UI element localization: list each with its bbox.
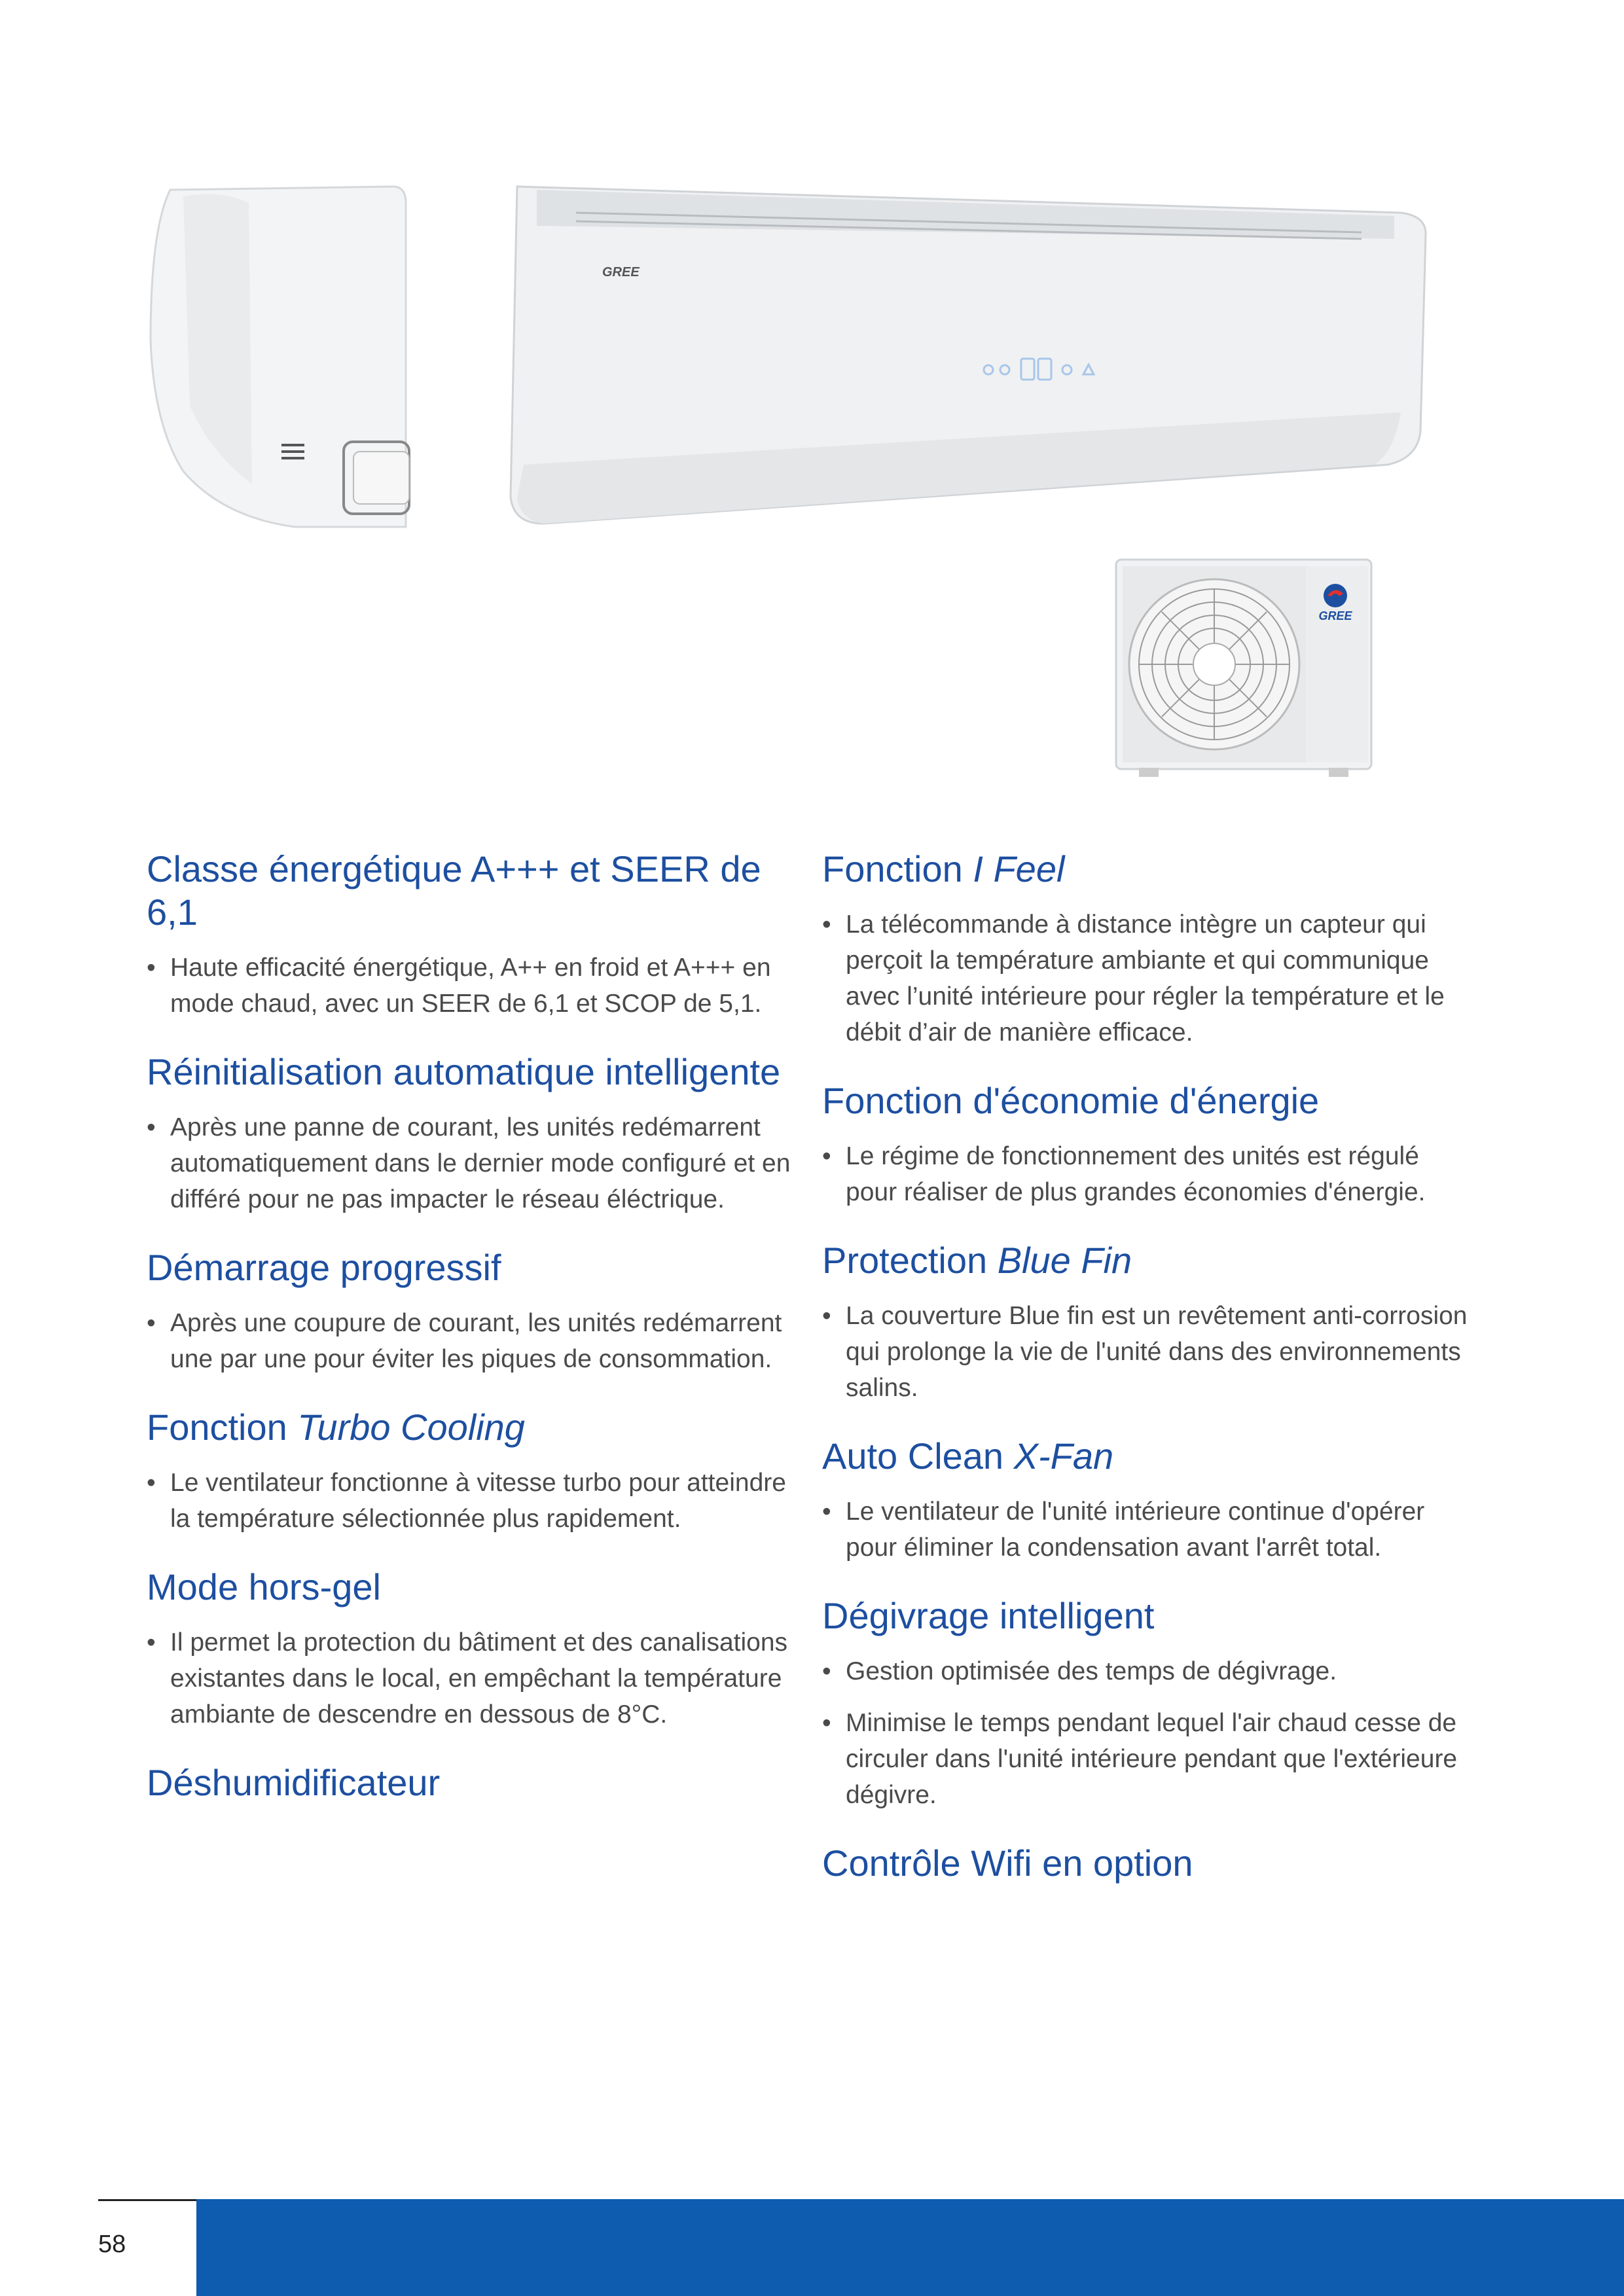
feature-heading-text: Réinitialisation automatique intelligente [147,1051,781,1092]
feature-heading [822,1594,1477,1638]
feature-bullet-list [822,1653,1477,1813]
feature-bullet: • La couverture Blue fin est un revêtement anti-corrosion qui prolonge la vie de l'unité dans des environnements salins. [822,1298,1477,1406]
feature-section [822,1239,1477,1406]
page-number: 58 [98,2231,126,2258]
feature-bullet-list [147,1465,801,1537]
left-feature-column [147,848,801,1833]
feature-section [147,848,801,1022]
feature-bullet-list [147,1624,801,1732]
feature-bullet: • Haute efficacité énergétique, A++ en froid et A+++ en mode chaud, avec un SEER de 6,1 et SCOP de 5,1. [147,950,801,1022]
feature-heading-text: Protection [822,1240,998,1281]
feature-bullet-list [822,1138,1477,1210]
feature-heading-italic: X-Fan [1013,1435,1114,1477]
feature-bullet: • La télécommande à distance intègre un capteur qui perçoit la température ambiante et qui communique avec l’unité intérieure pour régler la température et le débit d’air de manière efficace. [822,906,1477,1050]
feature-bullet-list [822,1494,1477,1566]
feature-heading [822,1079,1477,1122]
feature-section [822,1079,1477,1210]
indoor-unit-side-image [144,177,419,537]
feature-section [147,1566,801,1732]
feature-bullet-list [147,950,801,1022]
feature-section [147,1246,801,1377]
feature-bullet-list [147,1305,801,1377]
feature-bullet: • Après une panne de courant, les unités redémarrent automatiquement dans le dernier mode configuré et en différé pour ne pas impacter le réseau éléctrique. [147,1109,801,1217]
right-feature-column [822,848,1477,1914]
feature-heading-text: Déshumidificateur [147,1762,441,1803]
feature-section [822,848,1477,1050]
feature-heading [822,1842,1477,1885]
indoor-brand-logo: GREE [602,265,640,279]
feature-heading [147,1246,801,1289]
feature-bullet: • Le régime de fonctionnement des unités est régulé pour réaliser de plus grandes économies d'énergie. [822,1138,1477,1210]
feature-heading-text: Fonction d'économie d'énergie [822,1080,1320,1121]
feature-bullet: • Après une coupure de courant, les unités redémarrent une par une pour éviter les piques de consommation. [147,1305,801,1377]
feature-heading [147,1406,801,1449]
feature-bullet-list [822,906,1477,1050]
indoor-unit-front-image [497,177,1434,530]
feature-section [822,1842,1477,1885]
feature-heading-italic: Turbo Cooling [297,1407,525,1448]
feature-heading-text: Auto Clean [822,1435,1014,1477]
footer-blue-bar [196,2199,1624,2296]
feature-heading-text: Fonction [822,848,973,889]
feature-heading-italic: Blue Fin [997,1240,1132,1281]
feature-heading-italic: I Feel [973,848,1065,889]
feature-heading-text: Dégivrage intelligent [822,1595,1155,1636]
feature-heading-text: Classe énergétique A+++ et SEER de 6,1 [147,848,761,933]
feature-bullet: • Le ventilateur fonctionne à vitesse turbo pour atteindre la température sélectionnée plus rapidement. [147,1465,801,1537]
feature-section [147,1761,801,1804]
footer-rule [98,2199,196,2201]
feature-section [147,1406,801,1537]
outdoor-unit-image [1113,553,1375,782]
feature-bullet: • Le ventilateur de l'unité intérieure continue d'opérer pour éliminer la condensation avant l'arrêt total. [822,1494,1477,1566]
feature-bullet-list [822,1298,1477,1406]
feature-heading-text: Mode hors-gel [147,1566,381,1607]
feature-heading [147,1566,801,1609]
feature-heading [822,1435,1477,1478]
feature-heading-text: Contrôle Wifi en option [822,1842,1193,1884]
feature-section [147,1050,801,1217]
feature-heading [147,848,801,934]
feature-heading [822,848,1477,891]
feature-bullet: • Il permet la protection du bâtiment et des canalisations existantes dans le local, en empêchant la température ambiante de descendre en dessous de 8°C. [147,1624,801,1732]
feature-heading [822,1239,1477,1282]
feature-heading [147,1761,801,1804]
feature-bullet-list [147,1109,801,1217]
feature-heading [147,1050,801,1094]
feature-section [822,1435,1477,1566]
feature-heading-text: Fonction [147,1407,298,1448]
feature-bullet: • Gestion optimisée des temps de dégivrage. [822,1653,1477,1689]
feature-section [822,1594,1477,1813]
feature-heading-text: Démarrage progressif [147,1247,501,1288]
feature-bullet: • Minimise le temps pendant lequel l'air chaud cesse de circuler dans l'unité intérieure pendant que l'extérieure dégivre. [822,1705,1477,1813]
outdoor-brand-logo: GREE [1318,609,1352,622]
